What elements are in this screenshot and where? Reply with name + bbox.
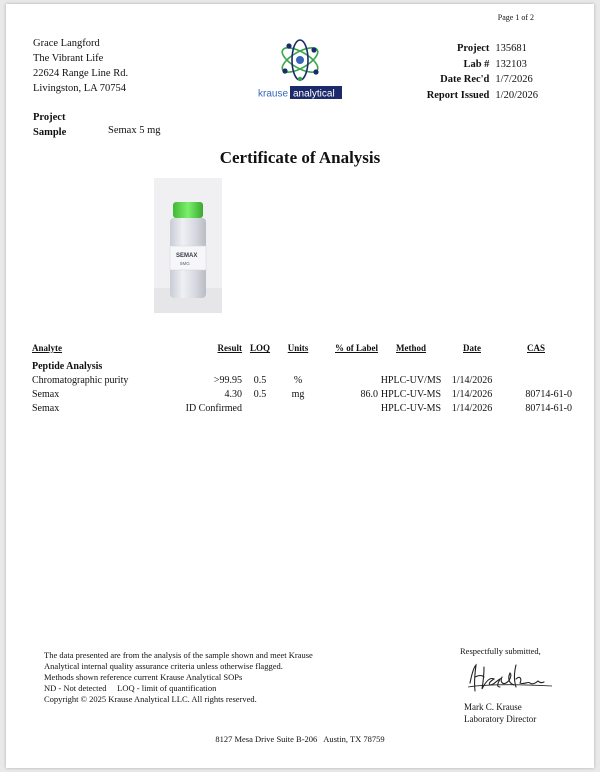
meta-value: 1/20/2026 xyxy=(495,89,538,101)
results-table xyxy=(32,343,572,415)
header-cas: CAS xyxy=(526,343,545,353)
header-result: Result xyxy=(217,343,242,353)
cell-date: 1/14/2026 xyxy=(451,388,493,400)
signer-name: Mark C. Krause xyxy=(464,702,522,712)
cell-cas: 80714-61-0 xyxy=(525,402,572,414)
cell-date: 1/14/2026 xyxy=(451,374,493,386)
cell-analyte: Chromatographic purity xyxy=(32,374,129,386)
meta-value: 1/7/2026 xyxy=(495,74,533,85)
sample-value: Semax 5 mg xyxy=(108,125,161,136)
closing-text: Respectfully submitted, xyxy=(460,646,541,656)
section-title: Peptide Analysis xyxy=(32,360,103,372)
signer-title: Laboratory Director xyxy=(464,714,537,724)
footer-note: Copyright © 2025 Krause Analytical LLC. All rights reserved. xyxy=(44,694,257,704)
client-company: The Vibrant Life xyxy=(33,53,104,64)
footer-note: The data presented are from the analysis of the sample shown and meet Krause xyxy=(44,650,313,660)
cell-result: >99.95 xyxy=(213,374,242,386)
table-row xyxy=(32,373,572,387)
cell-cas: 80714-61-0 xyxy=(525,388,572,400)
cell-units: mg xyxy=(291,388,305,400)
meta-value: 132103 xyxy=(495,58,527,70)
document-title: Certificate of Analysis xyxy=(219,148,381,167)
meta-label: Lab # xyxy=(463,58,490,70)
cell-date: 1/14/2026 xyxy=(451,402,493,414)
table-row xyxy=(32,401,572,415)
lab-address: 8127 Mesa Drive Suite B-206 Austin, TX 78759 xyxy=(215,734,385,744)
meta-label: Project xyxy=(456,43,490,54)
header-units: Units xyxy=(287,343,309,353)
cell-units xyxy=(278,401,318,415)
sample-vial-photo xyxy=(154,178,222,313)
krause-analytical-logo xyxy=(256,38,344,104)
vial-label-text: SEMAX xyxy=(176,253,198,259)
header-percent-label: % of Label xyxy=(334,343,378,353)
cell-loq: 0.5 xyxy=(253,388,267,400)
footer-note: Methods shown reference current Krause Analytical SOPs xyxy=(44,672,243,682)
results-header-row xyxy=(32,343,572,357)
header-method: Method xyxy=(396,343,426,353)
cell-units: % xyxy=(293,374,303,386)
cell-method: HPLC-UV-MS xyxy=(380,402,442,414)
sample-label: Sample xyxy=(33,127,67,138)
footer-note: ND - Not detected LOQ - limit of quantification xyxy=(44,683,217,693)
footer-note: Analytical internal quality assurance criteria unless otherwise flagged. xyxy=(44,661,283,671)
cell-result: 4.30 xyxy=(224,388,242,400)
table-row xyxy=(32,387,572,401)
cell-cas xyxy=(500,373,572,387)
cell-result: ID Confirmed xyxy=(185,402,242,414)
cell-loq xyxy=(242,401,278,415)
meta-row xyxy=(427,41,538,57)
footer-notes xyxy=(44,650,313,705)
atom-icon xyxy=(279,40,322,81)
cell-label xyxy=(318,401,378,415)
cell-loq: 0.5 xyxy=(253,374,267,386)
cell-method: HPLC-UV-MS xyxy=(380,388,442,400)
cell-label: 86.0 xyxy=(360,388,378,400)
client-street: 22624 Range Line Rd. xyxy=(33,68,129,79)
meta-label: Report Issued xyxy=(426,89,490,101)
meta-label: Date Rec'd xyxy=(440,74,490,85)
client-city: Livingston, LA 70754 xyxy=(33,83,127,94)
vial-label-dose: 5MG xyxy=(180,261,190,266)
logo-word-analytical: analytical xyxy=(293,88,335,100)
header-loq: LOQ xyxy=(249,343,270,353)
cell-analyte: Semax xyxy=(32,402,60,414)
project-label: Project xyxy=(33,112,66,123)
meta-row xyxy=(427,72,538,88)
logo-word-krause: krause xyxy=(258,88,289,100)
report-meta xyxy=(427,41,538,103)
handwritten-signature xyxy=(464,657,556,697)
meta-row xyxy=(427,88,538,104)
section-row xyxy=(32,357,572,373)
client-address-block xyxy=(33,36,128,96)
header-date: Date xyxy=(463,343,481,353)
page-number: Page 1 of 2 xyxy=(497,13,534,22)
meta-row xyxy=(427,57,538,73)
cell-label xyxy=(318,373,378,387)
client-name: Grace Langford xyxy=(33,38,100,49)
signature-block xyxy=(460,645,560,725)
cell-analyte: Semax xyxy=(32,388,60,400)
certificate-page xyxy=(6,4,594,768)
header-analyte: Analyte xyxy=(32,343,62,353)
project-sample-labels xyxy=(33,110,66,140)
cell-method: HPLC-UV/MS xyxy=(380,374,442,386)
meta-value: 135681 xyxy=(495,43,527,54)
